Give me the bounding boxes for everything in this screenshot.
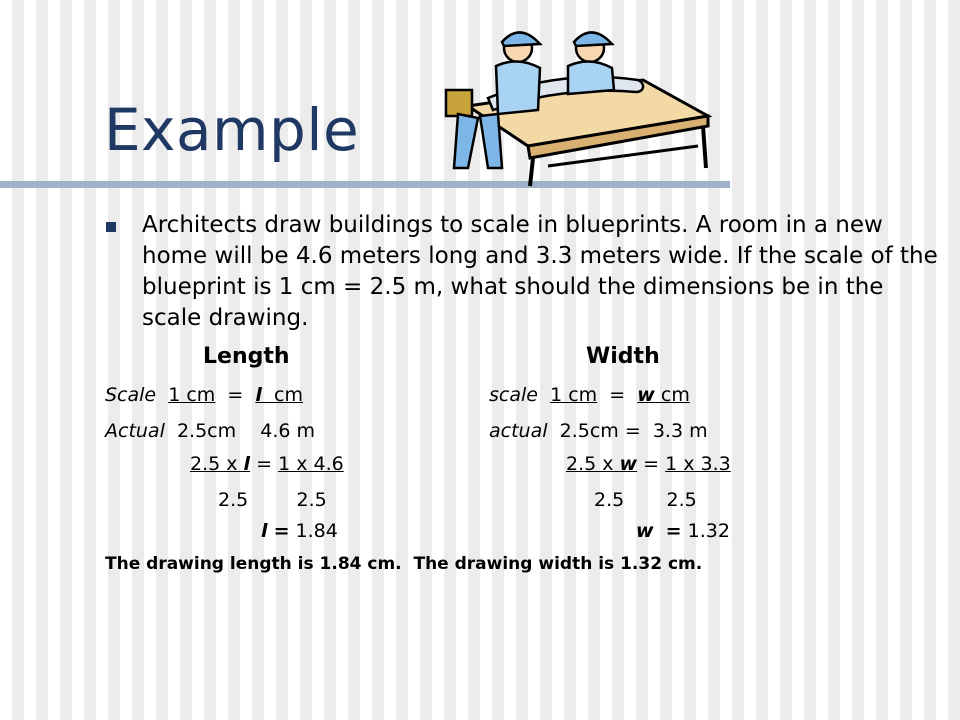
width-actual-row: actual 2.5cm = 3.3 m bbox=[489, 420, 708, 442]
width-divide-row: 2.5 2.5 bbox=[594, 489, 697, 511]
width-header: Width bbox=[586, 344, 660, 369]
architects-blueprint-icon bbox=[418, 18, 718, 188]
conclusion-text: The drawing length is 1.84 cm. The drawing width is 1.32 cm. bbox=[105, 554, 703, 574]
width-cross-multiply-row: 2.5 x w = 1 x 3.3 bbox=[566, 453, 731, 475]
length-result-row: l = 1.84 bbox=[261, 520, 338, 542]
length-divide-row: 2.5 2.5 bbox=[218, 489, 327, 511]
problem-statement: Architects draw buildings to scale in blueprints. A room in a new home will be 4.6 meters long and 3.3 meters wide. If the scale of the blueprint is 1 cm = 2.5 m, what should the dimensions be in the scale drawing. bbox=[142, 212, 938, 331]
length-scale-row: Scale 1 cm = l cm bbox=[105, 384, 303, 406]
slide-title: Example bbox=[104, 96, 360, 164]
width-scale-row: scale 1 cm = w cm bbox=[489, 384, 690, 406]
width-result-row: w = 1.32 bbox=[636, 520, 730, 542]
length-header: Length bbox=[203, 344, 290, 369]
length-actual-row: Actual 2.5cm 4.6 m bbox=[105, 420, 316, 442]
length-cross-multiply-row: 2.5 x l = 1 x 4.6 bbox=[190, 453, 344, 475]
bullet-marker bbox=[106, 222, 116, 232]
